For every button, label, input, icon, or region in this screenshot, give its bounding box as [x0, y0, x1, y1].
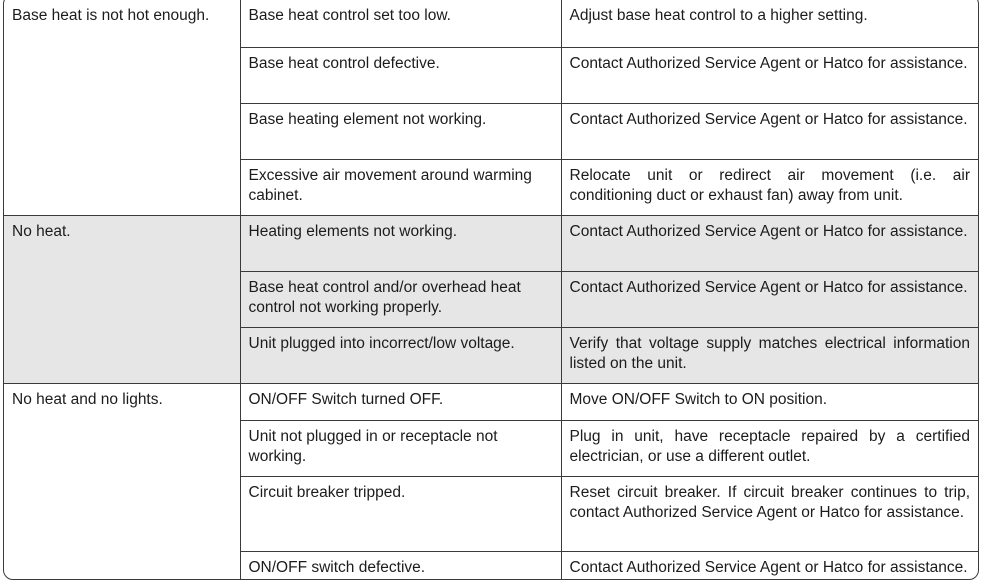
solution-cell [561, 384, 978, 421]
cause-cell [240, 104, 561, 160]
cause-text: Unit not plugged in or receptacle not working. [248, 428, 498, 465]
troubleshooting-table-frame [3, 0, 979, 580]
solution-text: Verify that voltage supply matches electrical information listed on the unit. [569, 335, 970, 372]
troubleshooting-table [4, 0, 978, 580]
solution-text: Contact Authorized Service Agent or Hatco for assistance. [569, 559, 968, 576]
cause-text: Base heat control defective. [248, 55, 440, 72]
table-row [4, 384, 978, 421]
solution-text: Relocate unit or redirect air movement (i.e. air conditioning duct or exhaust fan) away from unit. [569, 167, 970, 204]
solution-cell [561, 477, 978, 552]
symptom-cell [4, 384, 240, 581]
cause-cell [240, 328, 561, 384]
symptom-text: No heat and no lights. [12, 391, 163, 408]
solution-cell: Adjust base heat control to a higher setting. [561, 0, 978, 48]
solution-text: Reset circuit breaker. If circuit breaker continues to trip, contact Authorized Service Agent or Hatco for assistance. [569, 484, 970, 521]
cause-text: Base heat control and/or overhead heat control not working properly. [248, 279, 521, 316]
cause-cell [240, 216, 561, 272]
cause-text: Heating elements not working. [248, 223, 458, 240]
solution-cell [561, 552, 978, 581]
cause-cell: Base heat control set too low. [240, 0, 561, 48]
symptom-group-base-heat [4, 0, 978, 216]
cause-cell [240, 272, 561, 328]
table-row [4, 216, 978, 272]
table-row [4, 0, 978, 48]
solution-cell [561, 160, 978, 216]
solution-cell [561, 104, 978, 160]
solution-cell [561, 48, 978, 104]
solution-text: Plug in unit, have receptacle repaired by a certified electrician, or use a different outlet. [569, 428, 970, 465]
solution-cell [561, 272, 978, 328]
cause-cell [240, 48, 561, 104]
cause-cell [240, 552, 561, 581]
cause-cell [240, 421, 561, 477]
cause-text: ON/OFF Switch turned OFF. [248, 391, 444, 408]
cause-cell [240, 384, 561, 421]
cause-cell [240, 477, 561, 552]
symptom-text: No heat. [12, 223, 71, 240]
cause-text: Circuit breaker tripped. [248, 484, 406, 501]
symptom-group-no-heat-no-lights [4, 384, 978, 581]
cause-text: Excessive air movement around warming cabinet. [248, 167, 532, 204]
cause-text: Base heating element not working. [248, 111, 487, 128]
solution-text: Contact Authorized Service Agent or Hatco for assistance. [569, 55, 968, 72]
symptom-cell [4, 216, 240, 384]
cause-cell [240, 160, 561, 216]
symptom-group-no-heat [4, 216, 978, 384]
solution-cell [561, 216, 978, 272]
solution-cell [561, 421, 978, 477]
cause-text: Unit plugged into incorrect/low voltage. [248, 335, 515, 352]
solution-cell [561, 328, 978, 384]
solution-text: Contact Authorized Service Agent or Hatco for assistance. [569, 111, 968, 128]
solution-text: Move ON/OFF Switch to ON position. [569, 391, 828, 408]
solution-text: Contact Authorized Service Agent or Hatco for assistance. [569, 279, 968, 296]
cause-text: ON/OFF switch defective. [248, 559, 426, 576]
symptom-cell: Base heat is not hot enough. [4, 0, 240, 216]
solution-text: Contact Authorized Service Agent or Hatco for assistance. [569, 223, 968, 240]
